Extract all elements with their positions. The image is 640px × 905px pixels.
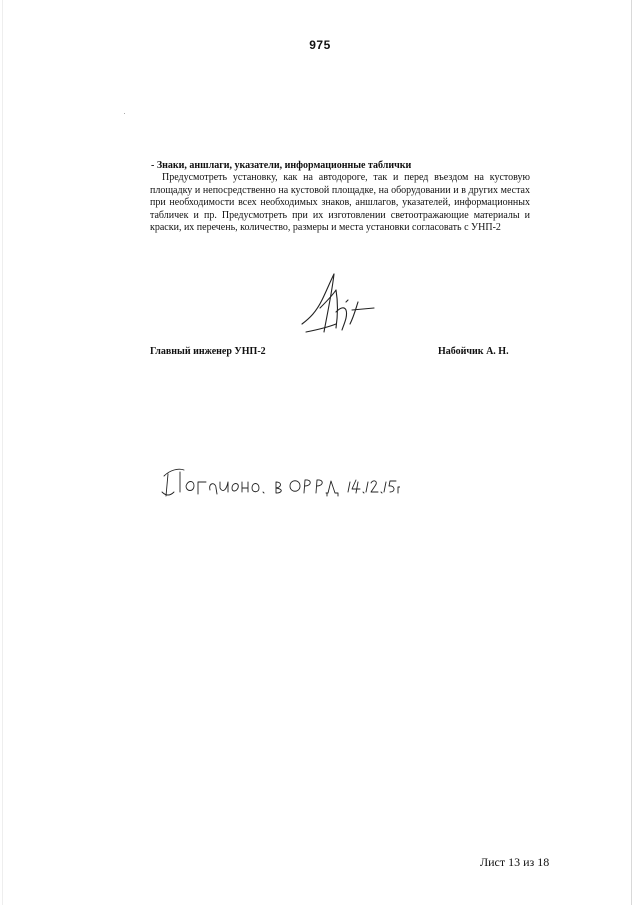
signature-block: [150, 346, 520, 362]
sheet-counter: Лист 13 из 18: [480, 855, 550, 869]
scan-speck: [124, 113, 125, 114]
signature-image: [296, 272, 376, 342]
section-heading: - Знаки, аншлаги, указатели, информационные таблички: [151, 160, 412, 171]
signer-title: Главный инженер УНП-2: [150, 346, 266, 357]
page-number: 975: [309, 38, 331, 52]
signer-name: Набойчик А. Н.: [438, 346, 509, 357]
requirements-section: [150, 160, 530, 234]
scan-edge-right: [631, 0, 632, 905]
section-body: Предусмотреть установку, как на автодороге, так и перед въездом на кустовую площадку и непосредственно на кустовой площадке, на оборудовании и в других местах при необходимости всех необходимых знаков, аншлагов, указателей, информационных табличек и пр. Предусмотреть при их изготовлении светоотражающие материалы и краски, их перечень, количество, размеры и места установки согласовать с УНП-2: [150, 172, 530, 234]
handwritten-note: [160, 462, 400, 504]
scan-edge-left: [2, 0, 3, 905]
